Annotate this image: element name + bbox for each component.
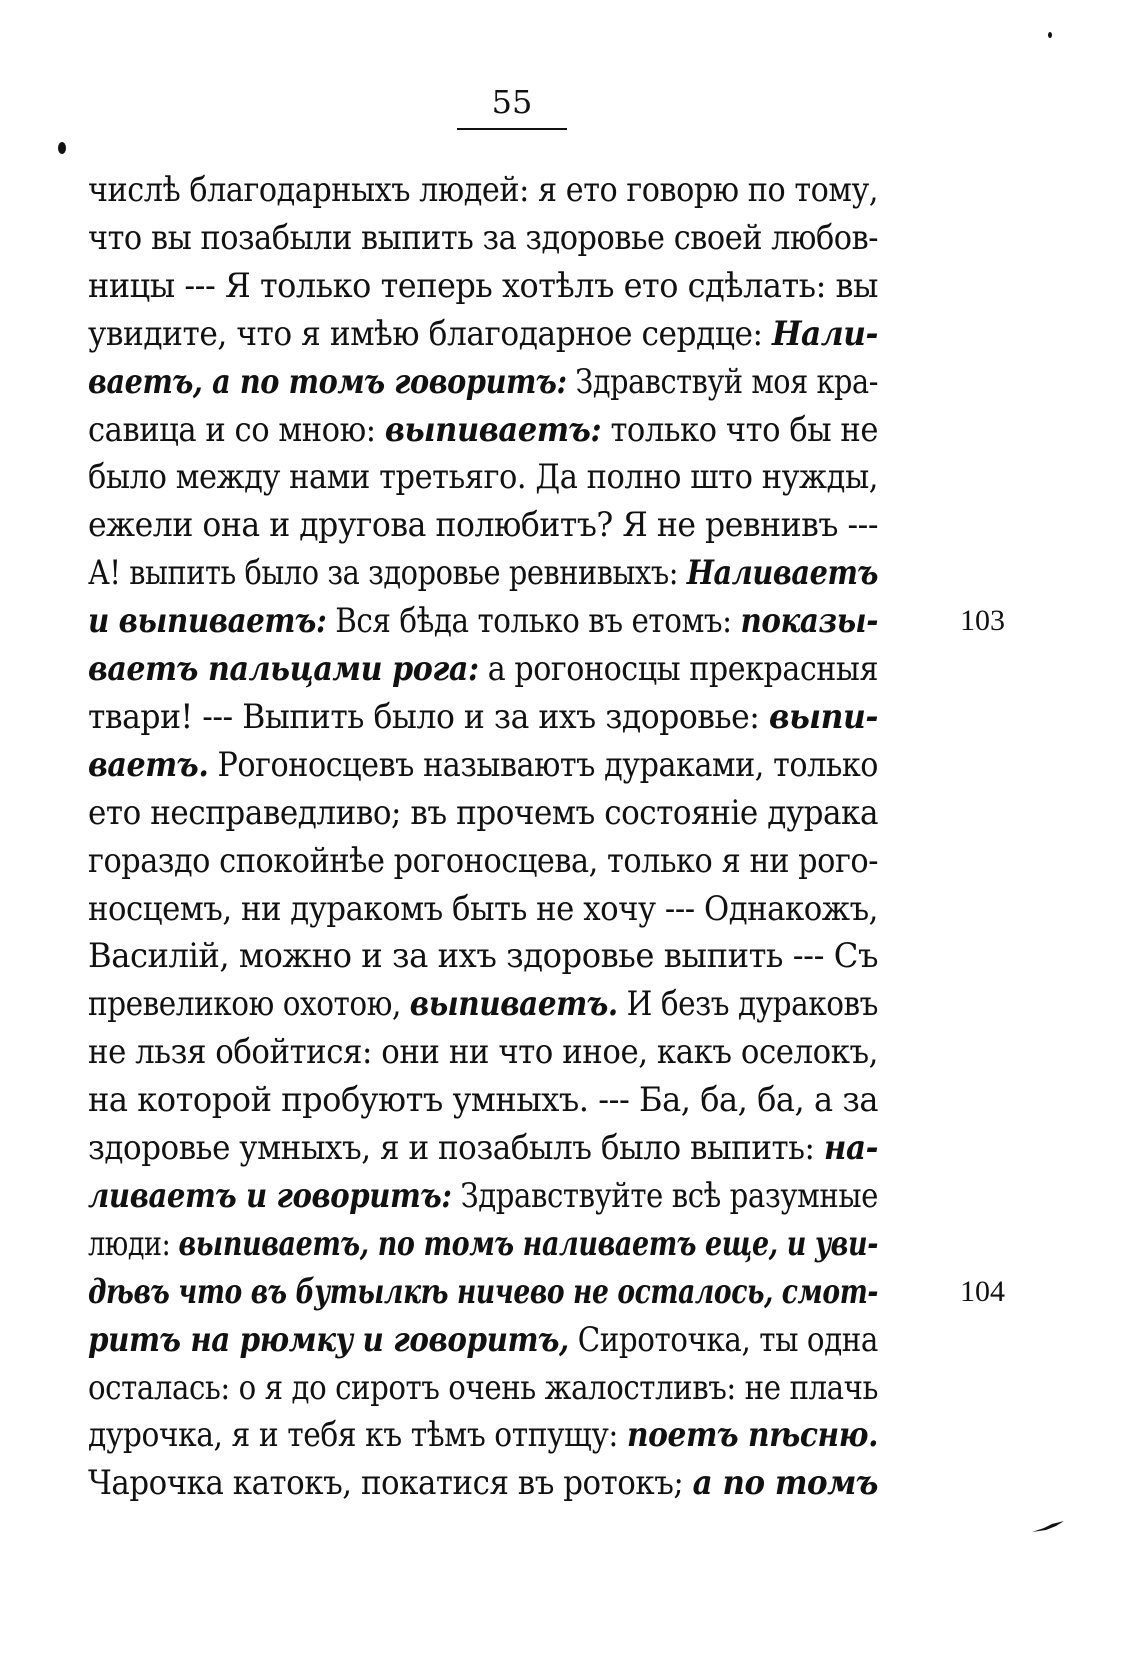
text-run: было между нами третьяго. Да полно што нужды, <box>88 457 878 498</box>
text-run: Василій, можно и за ихъ здоровье выпить --- Съ <box>88 936 878 977</box>
text-line <box>88 1224 878 1264</box>
ink-smudge <box>1030 1520 1066 1534</box>
text-run: Сироточка, ты одна <box>568 1319 878 1360</box>
text-run: Здравствуйте всѣ разумные <box>451 1175 878 1216</box>
italic-stage-direction: и выпиваетъ: <box>88 601 327 642</box>
text-line <box>88 457 878 497</box>
italic-stage-direction: а по томъ <box>692 1463 878 1504</box>
text-run: что вы позабыли выпить за здоровье своей любов- <box>88 217 878 258</box>
text-run: твари! --- Выпить было и за ихъ здоровье: <box>88 696 769 737</box>
text-run: не льзя обойтися: они ни что иное, какъ оселокъ, <box>88 1032 878 1073</box>
italic-stage-direction: ритъ на рюмку и говоритъ, <box>88 1319 569 1360</box>
italic-stage-direction: ливаетъ и говоритъ: <box>88 1175 452 1216</box>
italic-stage-direction: ваетъ, а по томъ говоритъ: <box>88 361 567 402</box>
italic-stage-direction: выпи- <box>768 696 878 737</box>
text-run: Чарочка катокъ, покатися въ ротокъ; <box>88 1463 693 1504</box>
text-run: только что бы не <box>601 409 878 450</box>
text-line <box>88 218 878 258</box>
text-line <box>88 697 878 737</box>
text-line <box>88 984 878 1024</box>
ink-speck <box>1048 32 1052 38</box>
text-line <box>88 1080 878 1120</box>
text-line <box>88 649 878 689</box>
text-run: люди: <box>88 1223 179 1264</box>
italic-stage-direction: выпиваетъ, по томъ наливаетъ еще, и уви- <box>178 1223 878 1264</box>
text-run: осталась: о я до сиротъ очень жалостливъ: не плачь <box>88 1367 878 1408</box>
text-run: Рогоносцевъ называютъ дураками, только <box>208 744 878 785</box>
italic-stage-direction: показы- <box>740 601 878 642</box>
text-line <box>88 1032 878 1072</box>
italic-stage-direction: ваетъ пальцами рога: <box>88 649 479 689</box>
text-run: дурочка, я и тебя къ тѣмъ отпущу: <box>88 1415 627 1456</box>
text-line <box>88 314 878 354</box>
text-run: превеликою охотою, <box>88 984 410 1025</box>
text-run: ницы --- Я только теперь хотѣлъ ето сдѣлать: вы <box>88 265 878 306</box>
text-line <box>88 170 878 210</box>
text-run: ето несправедливо; въ прочемъ состояніе дурака <box>88 792 878 833</box>
italic-stage-direction: дѣвъ что въ бутылкѣ ничево не осталось, смот- <box>88 1271 878 1312</box>
italic-stage-direction: поетъ пѣсню. <box>626 1415 878 1456</box>
text-run: Вся бѣда только въ етомъ: <box>326 601 741 642</box>
text-run: увидите, что я имѣю благодарное сердце: <box>88 313 773 354</box>
ink-speck <box>58 142 66 154</box>
text-run: здоровье умныхъ, я и позабылъ было выпить: <box>88 1128 824 1168</box>
margin-line-number: 104 <box>960 1274 1005 1308</box>
text-line <box>88 1176 878 1216</box>
text-line <box>88 1272 878 1312</box>
text-line <box>88 745 878 785</box>
text-line <box>88 1368 878 1408</box>
italic-stage-direction: Наливаетъ <box>686 553 878 594</box>
text-line <box>88 1463 878 1503</box>
text-run: числѣ благодарныхъ людей: я ето говорю по тому, <box>88 170 878 210</box>
text-run: И безъ дураковъ <box>617 984 878 1025</box>
italic-stage-direction: выпиваетъ: <box>384 409 602 450</box>
text-line <box>88 889 878 929</box>
text-line <box>88 553 878 593</box>
text-line <box>88 1128 878 1168</box>
text-line <box>88 936 878 976</box>
italic-stage-direction: выпиваетъ. <box>409 984 618 1025</box>
text-line <box>88 1415 878 1455</box>
text-line <box>88 362 878 402</box>
text-line <box>88 841 878 881</box>
text-run: Здравствуй моя кра- <box>566 361 878 402</box>
italic-stage-direction: на- <box>823 1128 878 1168</box>
text-run: носцемъ, ни дуракомъ быть не хочу --- Однакожъ, <box>88 888 878 929</box>
page-number: 55 <box>491 83 533 121</box>
italic-stage-direction: ваетъ. <box>88 744 209 785</box>
text-run: А! выпить было за здоровье ревнивыхъ: <box>88 553 687 594</box>
text-line <box>88 793 878 833</box>
text-line <box>88 266 878 306</box>
text-line <box>88 410 878 450</box>
text-run: гораздо спокойнѣе рогоносцева, только я ни рого- <box>88 840 878 881</box>
text-run: на которой пробуютъ умныхъ. --- Ба, ба, ба, а за <box>88 1080 878 1121</box>
text-run: а рогоносцы прекрасныя <box>478 649 878 689</box>
text-run: савица и со мною: <box>88 409 385 450</box>
margin-line-number: 103 <box>960 604 1005 638</box>
text-run: ежели она и другова полюбитъ? Я не ревнивъ --- <box>88 505 878 546</box>
page-number-rule <box>457 128 567 130</box>
text-line <box>88 1320 878 1360</box>
text-line <box>88 601 878 641</box>
text-line <box>88 505 878 545</box>
italic-stage-direction: Нали- <box>772 313 878 354</box>
